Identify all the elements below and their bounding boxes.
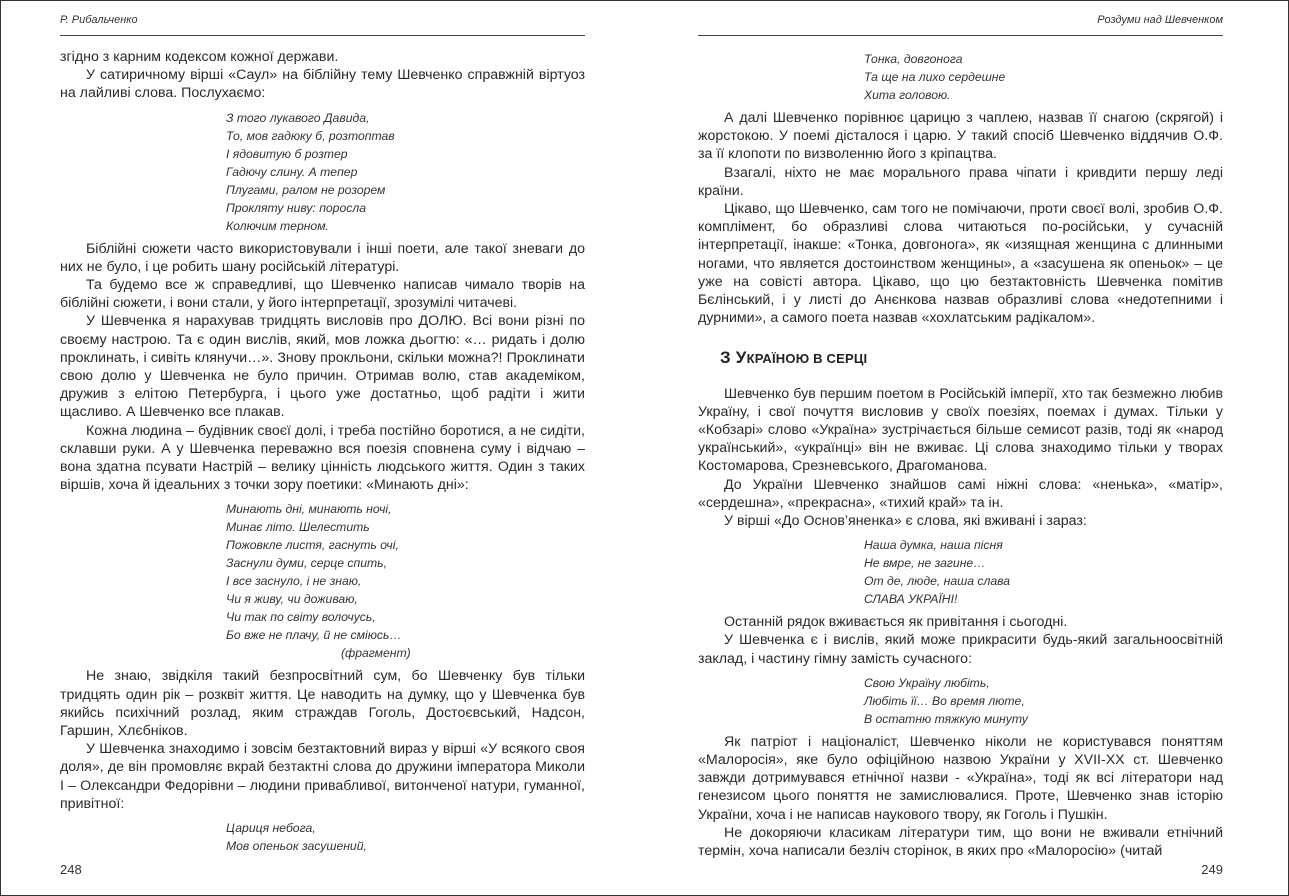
- verse-line: Колючим терном.: [226, 218, 329, 233]
- paragraph: Та будемо все ж справедливі, що Шевченко написав чимало творів на біблійні сюжети, і вони стали, у його інтерпретації, зрозумілі читачеві.: [60, 277, 585, 312]
- paragraph: Цікаво, що Шевченко, сам того не помічаючи, проти своєї волі, зробив О.Ф. комплімент, бо образливі слова читаються по-російськи, у сучасній інтерпретації, інакше: «Тонка, довгонога», як «изящная женщина с длинными ногами, что является достоинством женщины», а «засушена як опеньок» – це уже на совісті автора. Цікаво, що цю безтактовність Шевченка помітив Бєлінський, і у листі до Анєнкова назвав образливі слова «недотепними і дурними», а самого поета назвав «хохлатським радікалом».: [698, 201, 1223, 327]
- verse-line: От де, люде, наша слава: [864, 574, 1011, 589]
- paragraph: А далі Шевченко порівнює царицю з чаплею, назвав її снагою (скрягой) і жорстокою. У поемі дісталося і царю. У такий спосіб Шевченко віддячив О.Ф. за її клопоти по визволенню його з кріпацтва.: [698, 110, 1223, 163]
- verse-line: Чи так по світу волочусь,: [226, 610, 376, 625]
- running-head-author: Р. Рибальченко: [60, 14, 138, 26]
- verse-line: СЛАВА УКРАЇНІ!: [864, 592, 958, 607]
- verse-line: Та ще на лихо сердешне: [864, 70, 1006, 84]
- verse-line: Мов опеньок засушений,: [226, 839, 367, 854]
- paragraph: У Шевченка я нарахував тридцять висловів про ДОЛЮ. Всі вони різні по своєму настрою. Та є один вислів, який, мов ложка дьогтю: «… ридать і долю проклинать, і сивіть клянучи…». Знову прокльони, скільки можна?! Проклинати свою долю у Шевченка не було причин. Отримав волю, став академіком, дружив з елітою Петербурга, і цього уже достатньо, щоб радіти і жити щасливо. А Шевченко все плакав.: [60, 313, 585, 421]
- paragraph: Не докоряючи класикам літератури тим, що вони не вживали етнічний термін, хоча написали безліч сторінок, в яких про «Малоросію» (читай: [698, 824, 1223, 860]
- verse-line: Бо вже не плачу, й не сміюсь…: [226, 628, 402, 643]
- paragraph: Як патріот і націоналіст, Шевченко ніколи не користувався поняттям «Малоросія», яке було офіційною назвою України у XVII-XX ст. Шевченко завжди дотримувався етнічної назви - «Україна», тоді як всі літератори над генезисом цього поняття не замислювалися. Проте, Шевченко знав історію України, хоча і не написав наукового твору, як Гоголь і Пушкін.: [698, 733, 1223, 823]
- header-rule: [60, 35, 585, 36]
- verse-line: Заснули думи, серце спить,: [226, 556, 387, 571]
- verse-line: Чи я живу, чи доживаю,: [226, 592, 358, 607]
- verse-tonka: [698, 50, 1223, 104]
- right-page-body: [698, 48, 1223, 860]
- verse-line: З того лукавого Давида,: [226, 110, 370, 125]
- verse-svoiu-ukrainu: [698, 674, 1223, 728]
- section-heading: [720, 349, 1223, 368]
- paragraph: згідно з карним кодексом кожної держави.: [60, 49, 339, 65]
- verse-line: Плугами, ралом не розорем: [226, 182, 386, 197]
- paragraph: У вірші «До Основ’яненка» є слова, які вживані і зараз:: [724, 513, 1087, 530]
- section-heading-initial: З У: [720, 348, 747, 368]
- verse-line: Цариця небога,: [226, 821, 316, 836]
- left-page-body: [60, 48, 585, 860]
- verse-line: Свою Україну любіть,: [864, 675, 990, 690]
- verse-line: Наша думка, наша пісня: [864, 538, 1003, 553]
- paragraph: До України Шевченко знайшов самі ніжні слова: «ненька», «матір», «сердешна», «прекрасна», «тихий край» та ін.: [698, 476, 1223, 511]
- left-page: [60, 0, 585, 896]
- verse-line: І ядовитую б розтер: [226, 146, 348, 161]
- verse-line: І все заснуло, і не знаю,: [226, 574, 362, 589]
- verse-line: Прокляту ниву: поросла: [226, 200, 366, 215]
- verse-line: Гадючу слину. А тепер: [226, 164, 358, 179]
- header-rule: [698, 35, 1223, 36]
- paragraph: Останній рядок вживається як привітання і сьогодні.: [724, 614, 1068, 631]
- verse-line: Тонка, довгонога: [864, 52, 963, 66]
- section-heading-smallcaps: КРАЇНОЮ В СЕРЦІ: [746, 351, 868, 367]
- verse-line: Пожовкле листя, гаснуть очі,: [226, 538, 399, 553]
- page-number: 249: [1201, 862, 1223, 877]
- verse-do-osnovianenka: [698, 536, 1223, 608]
- verse-line: Минає літо. Шелестить: [226, 520, 370, 535]
- verse-line: Любіть її… Во время люте,: [864, 693, 1025, 708]
- paragraph: Біблійні сюжети часто використовували і інші поети, але такої зневаги до них не було, і це робить шану російській літературі.: [60, 240, 585, 275]
- paragraph: Взагалі, ніхто не має морального права чіпати і кривдити першу леді країни.: [698, 164, 1223, 199]
- verse-tsarytsia: [60, 819, 585, 855]
- paragraph: У Шевченка є і вислів, який може прикрасити будь-який загальноосвітній заклад, і частину гімну замість сучасного:: [698, 632, 1223, 667]
- verse-attribution: (фрагмент): [341, 646, 411, 661]
- verse-line: В остатню тяжкую минуту: [864, 711, 1028, 726]
- verse-mynaiut-dni: [60, 500, 585, 662]
- page-number: 248: [60, 862, 82, 877]
- verse-saul: [60, 109, 585, 235]
- paragraph: У Шевченка знаходимо і зовсім безтактовний вираз у вірші «У всякого своя доля», де він промовляє вкрай безтактні слова до дружини імператора Миколи І – Олександри Федорівни – людини привабливої, витонченої натури, гуманної, привітної:: [60, 741, 585, 812]
- paragraph: Кожна людина – будівник своєї долі, і треба постійно боротися, а не сидіти, склавши руки. А у Шевченка переважно вся поезія сповнена суму і відчаю – вона здатна псувати Настрій – велику цінність людського життя. Один з таких віршів, хоча й ідеальних з точки зору поетики: «Минають дні»:: [60, 422, 585, 494]
- paragraph: Не знаю, звідкіля такий безпросвітний сум, бо Шевченку був тільки тридцять один рік – розквіт життя. Це наводить на думку, що у Шевченка був якийсь психічний розлад, яким страждав Гоголь, Достоєвський, Надсон, Гаршин, Хлєбніков.: [60, 668, 585, 740]
- verse-line: Минають дні, минають ночі,: [226, 502, 392, 517]
- running-head-title: Роздуми над Шевченком: [1097, 14, 1223, 26]
- paragraph: У сатиричному вірші «Саул» на біблійну тему Шевченко справжній віртуоз на лайливі слова. Послухаємо:: [60, 67, 585, 102]
- right-page: [698, 0, 1223, 896]
- verse-line: Хита головою.: [864, 88, 951, 102]
- verse-line: Не вмре, не загине…: [864, 556, 986, 571]
- verse-line: То, мов гадюку б, розтоптав: [226, 128, 395, 143]
- paragraph: Шевченко був першим поетом в Російській імперії, хто так безмежно любив Україну, і свої почуття висловив у своїх поезіях, поемах і думах. Тільки у «Кобзарі» слово «Україна» зустрічається більше семисот разів, тоді як «народ український», «українці» він не вживає. Ці слова знаходимо тільки у творах Костомарова, Срезневського, Драгоманова.: [698, 385, 1223, 475]
